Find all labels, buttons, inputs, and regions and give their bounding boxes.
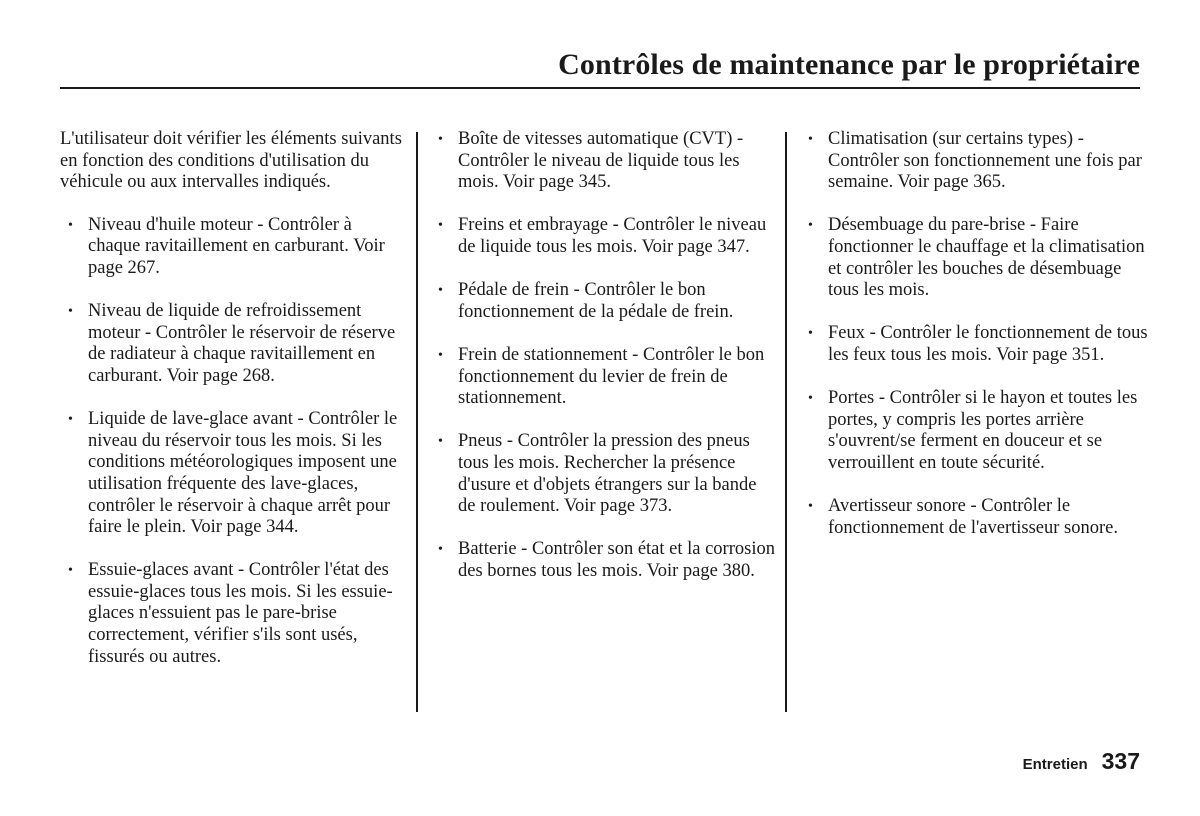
bullet-icon: • bbox=[438, 218, 443, 234]
bullet-icon: • bbox=[808, 391, 813, 407]
list-item bbox=[68, 215, 405, 280]
list-item bbox=[438, 539, 778, 582]
bullet-icon: • bbox=[438, 347, 443, 363]
list-item bbox=[68, 560, 405, 668]
list-item bbox=[438, 431, 778, 517]
bullet-icon: • bbox=[438, 283, 443, 299]
column-2 bbox=[438, 129, 778, 604]
list-item-text: Frein de stationnement - Contrôler le bon fonctionnement du levier de frein de stationnement. bbox=[458, 344, 765, 409]
bullet-icon: • bbox=[808, 499, 813, 515]
list-item-text: Avertisseur sonore - Contrôler le fonctionnement de l'avertisseur sonore. bbox=[828, 496, 1118, 538]
column-divider bbox=[416, 132, 418, 712]
column-1 bbox=[60, 129, 405, 690]
column-2-list bbox=[438, 129, 778, 582]
list-item bbox=[808, 129, 1148, 194]
footer-section-name: Entretien bbox=[1022, 756, 1088, 773]
list-item bbox=[808, 496, 1148, 539]
list-item-text: Pédale de frein - Contrôler le bon fonctionnement de la pédale de frein. bbox=[458, 280, 734, 322]
list-item-text: Pneus - Contrôler la pression des pneus tous les mois. Rechercher la présence d'usure et d'objets étrangers sur la bande de roulement. Voir page 373. bbox=[458, 431, 757, 517]
list-item bbox=[438, 280, 778, 323]
title-rule bbox=[60, 87, 1140, 89]
bullet-icon: • bbox=[68, 304, 73, 320]
intro-paragraph: L'utilisateur doit vérifier les éléments suivants en fonction des conditions d'utilisation du véhicule ou aux intervalles indiqués. bbox=[60, 129, 402, 193]
list-item-text: Freins et embrayage - Contrôler le niveau de liquide tous les mois. Voir page 347. bbox=[458, 215, 767, 257]
list-item-text: Désembuage du pare-brise - Faire fonctionner le chauffage et la climatisation et contrôler les bouches de désembuage tous les mois. bbox=[828, 215, 1145, 301]
bullet-icon: • bbox=[808, 326, 813, 342]
list-item-text: Niveau de liquide de refroidissement moteur - Contrôler le réservoir de réserve de radiateur à chaque ravitaillement en carburant. Voir page 268. bbox=[88, 301, 396, 386]
list-item bbox=[808, 323, 1148, 366]
bullet-icon: • bbox=[68, 563, 73, 579]
column-3 bbox=[808, 129, 1148, 561]
page-footer bbox=[1023, 748, 1140, 775]
column-3-list bbox=[808, 129, 1148, 539]
list-item bbox=[808, 215, 1148, 301]
page-title: Contrôles de maintenance par le propriétaire bbox=[558, 48, 1140, 81]
list-item-text: Boîte de vitesses automatique (CVT) - Contrôler le niveau de liquide tous les mois. Voir page 345. bbox=[458, 129, 744, 193]
bullet-icon: • bbox=[68, 217, 73, 233]
list-item bbox=[808, 388, 1148, 474]
bullet-icon: • bbox=[438, 542, 443, 558]
list-item-text: Batterie - Contrôler son état et la corrosion des bornes tous les mois. Voir page 380. bbox=[458, 539, 775, 581]
list-item-text: Liquide de lave-glace avant - Contrôler le niveau du réservoir tous les mois. Si les conditions météorologiques imposent une utilisation fréquente des lave-glaces, contrôler le réservoir à chaque arrêt pour faire le plein. Voir page 344. bbox=[88, 409, 398, 538]
list-item-text: Niveau d'huile moteur - Contrôler à chaque ravitaillement en carburant. Voir page 267. bbox=[88, 214, 385, 278]
list-item bbox=[438, 345, 778, 410]
list-item-text: Portes - Contrôler si le hayon et toutes les portes, y compris les portes arrière s'ouvrent/se ferment en douceur et se verrouillent en toute sécurité. bbox=[828, 388, 1138, 473]
list-item bbox=[68, 409, 405, 539]
list-item-text: Climatisation (sur certains types) - Contrôler son fonctionnement une fois par semaine. Voir page 365. bbox=[828, 129, 1142, 193]
bullet-icon: • bbox=[808, 218, 813, 234]
bullet-icon: • bbox=[438, 132, 443, 147]
list-item bbox=[438, 215, 778, 258]
list-item-text: Essuie-glaces avant - Contrôler l'état des essuie-glaces tous les mois. Si les essuie-glaces n'essuient pas le pare-brise correctement, vérifier s'ils sont usés, fissurés ou autres. bbox=[88, 560, 393, 667]
page-number: 337 bbox=[1101, 748, 1140, 774]
list-item-text: Feux - Contrôler le fonctionnement de tous les feux tous les mois. Voir page 351. bbox=[828, 323, 1148, 365]
bullet-icon: • bbox=[808, 132, 813, 147]
column-1-list bbox=[60, 215, 405, 668]
bullet-icon: • bbox=[438, 434, 443, 450]
list-item bbox=[438, 129, 778, 194]
list-item bbox=[68, 301, 405, 387]
bullet-icon: • bbox=[68, 412, 73, 428]
column-divider bbox=[785, 132, 787, 712]
